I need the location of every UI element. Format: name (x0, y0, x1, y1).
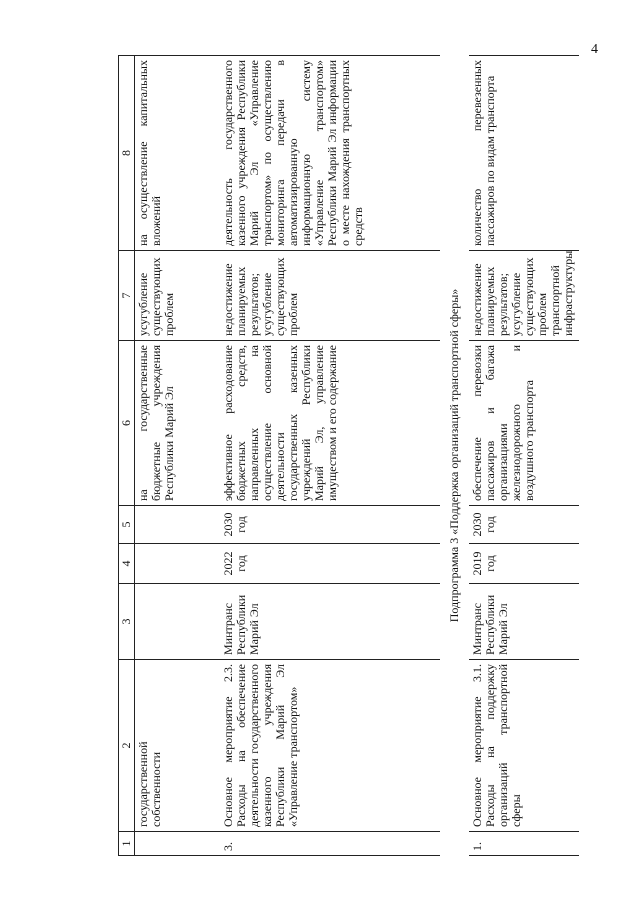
expected-result-cell: на государственные бюджетные учреждения Республики Марий Эл (135, 341, 220, 506)
start-year-cell (135, 544, 220, 584)
end-year-cell: 2030 год (220, 506, 440, 544)
row-number-cell: 3. (220, 832, 440, 856)
start-year-cell: 2022 год (220, 544, 440, 584)
indicator-cell: на осуществление капитальных вложений (135, 56, 220, 251)
row-number-cell: 1. (469, 832, 579, 856)
measure-name-cell: Основное мероприятие 2.3. Расходы на обеспечение деятельности государственного казенного учреждения Республики Марий Эл «Управление транспортом» (220, 660, 440, 832)
header-cell: 7 (119, 251, 135, 341)
end-year-cell (135, 506, 220, 544)
program-table (118, 55, 579, 856)
consequence-cell: усугубление существующих проблем (135, 251, 220, 341)
measure-name-cell: Основное мероприятие 3.1. Расходы на поддержку организаций транспортной сферы (469, 660, 579, 832)
measure-name-cell: государственной собственности (135, 660, 220, 832)
header-cell: 6 (119, 341, 135, 506)
header-cell: 5 (119, 506, 135, 544)
expected-result-cell: обеспечение перевозки пассажиров и багажа организациями железнодорожного и воздушного транспорта (469, 341, 579, 506)
table-row (469, 56, 579, 856)
table-header-row (119, 56, 135, 856)
subprogram-title: Подпрограмма 3 «Поддержка организаций транспортной сферы» (446, 288, 461, 623)
end-year-cell: 2030 год (469, 506, 579, 544)
indicator-cell: деятельность государственного казенного учреждения Республики Марий Эл «Управление транспортом» по осуществлению мониторинга передачи в автоматизированную информационную систему «Управление транспортом» Республики Марий Эл информации о месте нахождения транспортных средств (220, 56, 440, 251)
executor-cell: Минтранс Республики Марий Эл (469, 584, 579, 660)
header-cell: 4 (119, 544, 135, 584)
executor-cell: Минтранс Республики Марий Эл (220, 584, 440, 660)
indicator-cell: количество перевезенных пассажиров по видам транспорта (469, 56, 579, 251)
header-cell: 1 (119, 832, 135, 856)
executor-cell (135, 584, 220, 660)
consequence-cell: недостижение планируемых результатов; усугубление существующих проблем транспортной инфраструктуры (469, 251, 579, 341)
header-cell: 3 (119, 584, 135, 660)
consequence-cell: недостижение планируемых результатов; усугубление существующих проблем (220, 251, 440, 341)
start-year-cell: 2019 год (469, 544, 579, 584)
table-row (135, 56, 220, 856)
rotated-table-container (118, 56, 598, 856)
header-cell: 8 (119, 56, 135, 251)
header-cell: 2 (119, 660, 135, 832)
row-number-cell (135, 832, 220, 856)
table-row (220, 56, 440, 856)
expected-result-cell: эффективное расходование бюджетных средств, направленных на осуществление основной деятельности государственных казенных учреждений Республики Марий Эл, управление имуществом и его содержание (220, 341, 440, 506)
subprogram-row (440, 56, 469, 856)
page-number: 4 (591, 42, 598, 57)
